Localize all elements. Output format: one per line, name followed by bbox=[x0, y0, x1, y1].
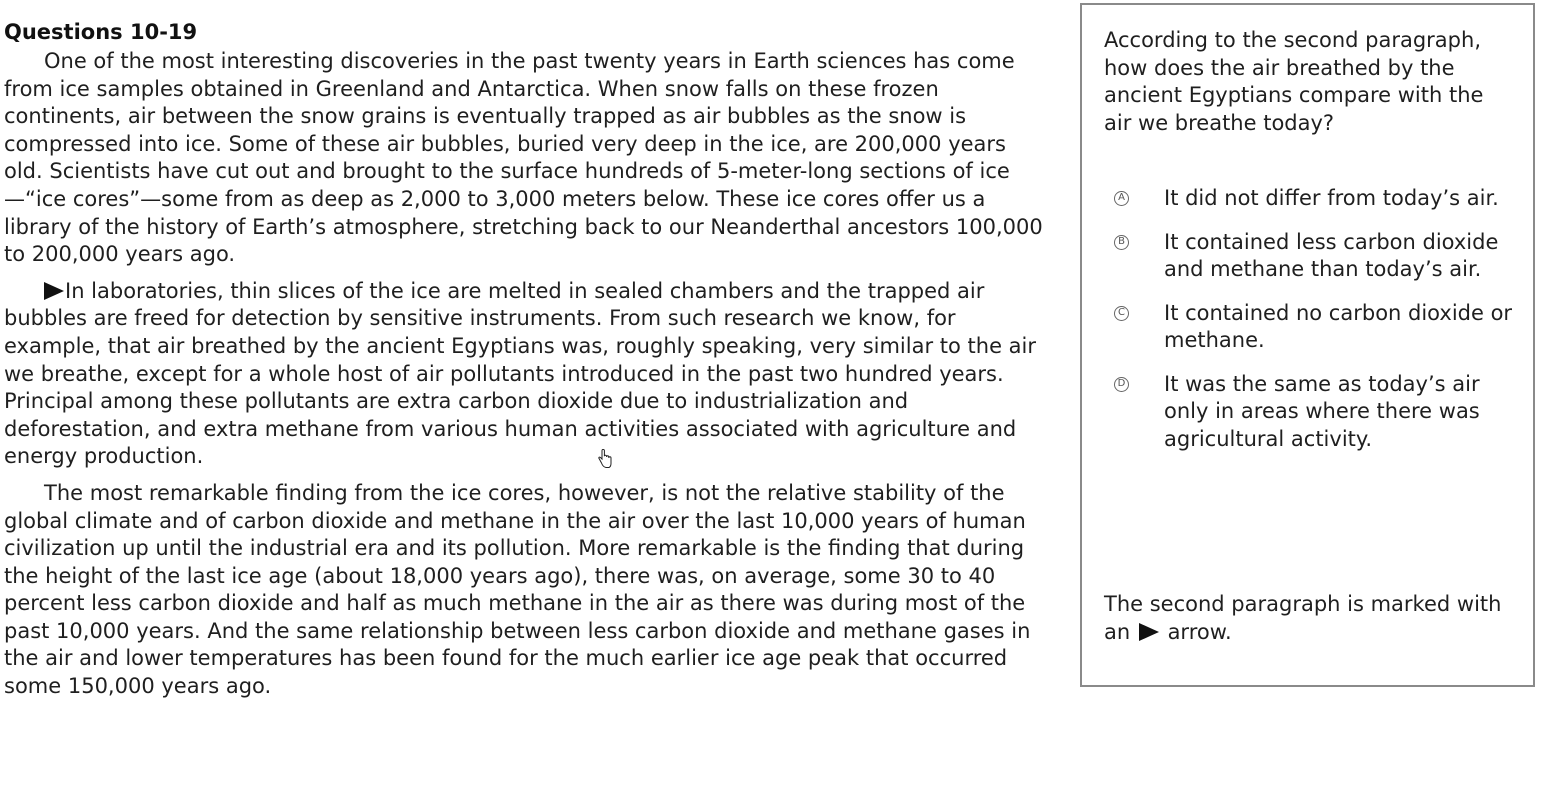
right-arrow-icon bbox=[1139, 623, 1159, 641]
option-d[interactable] bbox=[1112, 371, 1522, 454]
hint-text-before: The second paragraph is marked with an bbox=[1104, 592, 1502, 644]
passage-paragraph-2-text: In laboratories, thin slices of the ice are melted in sealed chambers and the trapped air bubbles are freed for detection by sensitive instruments. From such research we know, for example, that air breathed by the ancient Egyptians was, roughly speaking, very similar to the air we breathe, except for a whole host of air pollutants introduced in the past two hundred years. Principal among these pollutants are extra carbon dioxide due to industrialization and deforestation, and extra methane from various human activities associated with agriculture and energy production. bbox=[4, 278, 1037, 469]
hint-text-after: arrow. bbox=[1167, 619, 1232, 644]
option-d-text: It was the same as today’s air only in areas where there was agricultural activity. bbox=[1164, 371, 1480, 451]
answer-options bbox=[1112, 185, 1522, 469]
hand-pointer-icon bbox=[598, 449, 612, 469]
option-b-text: It contained less carbon dioxide and methane than today’s air. bbox=[1164, 229, 1499, 281]
question-prompt: According to the second paragraph, how does the air breathed by the ancient Egyptians compare with the air we breathe today? bbox=[1104, 28, 1484, 135]
option-d-letter-icon: D bbox=[1114, 377, 1129, 392]
option-c-text: It contained no carbon dioxide or methane. bbox=[1164, 300, 1513, 352]
right-arrow-icon bbox=[44, 282, 64, 300]
questions-heading: Questions 10-19 bbox=[4, 20, 198, 44]
option-c[interactable] bbox=[1112, 300, 1522, 355]
option-a-text: It did not differ from today’s air. bbox=[1164, 186, 1499, 210]
option-c-letter-icon: C bbox=[1114, 306, 1129, 321]
option-a-letter-icon: A bbox=[1114, 191, 1129, 206]
reading-passage bbox=[4, 18, 1044, 710]
passage-paragraph-3: The most remarkable finding from the ice cores, however, is not the relative stability of the global climate and of carbon dioxide and methane in the air over the last 10,000 years of human civilization up until the industrial era and its pollution. More remarkable is the finding that during the height of the last ice age (about 18,000 years ago), there was, on average, some 30 to 40 percent less carbon dioxide and half as much methane in the air as there was during most of the past 10,000 years. And the same relationship between less carbon dioxide and methane gases in the air and lower temperatures has been found for the much earlier ice age peak that occurred some 150,000 years ago. bbox=[4, 480, 1031, 699]
option-b[interactable] bbox=[1112, 229, 1522, 284]
passage-paragraph-1: One of the most interesting discoveries in the past twenty years in Earth sciences has come from ice samples obtained in Greenland and Antarctica. When snow falls on these frozen continents, air between the snow grains is eventually trapped as air bubbles as the snow is compressed into ice. Some of these air bubbles, buried very deep in the ice, are 200,000 years old. Scientists have cut out and brought to the surface hundreds of 5-meter-long sections of ice—“ice cores”—some from as deep as 2,000 to 3,000 meters below. These ice cores offer us a library of the history of Earth’s atmosphere, stretching back to our Neanderthal ancestors 100,000 to 200,000 years ago. bbox=[4, 49, 1043, 267]
option-b-letter-icon: B bbox=[1114, 235, 1129, 250]
passage-paragraph-2 bbox=[4, 278, 1044, 471]
question-panel bbox=[1080, 3, 1535, 687]
option-a[interactable] bbox=[1112, 185, 1522, 213]
paragraph-hint bbox=[1104, 591, 1524, 646]
